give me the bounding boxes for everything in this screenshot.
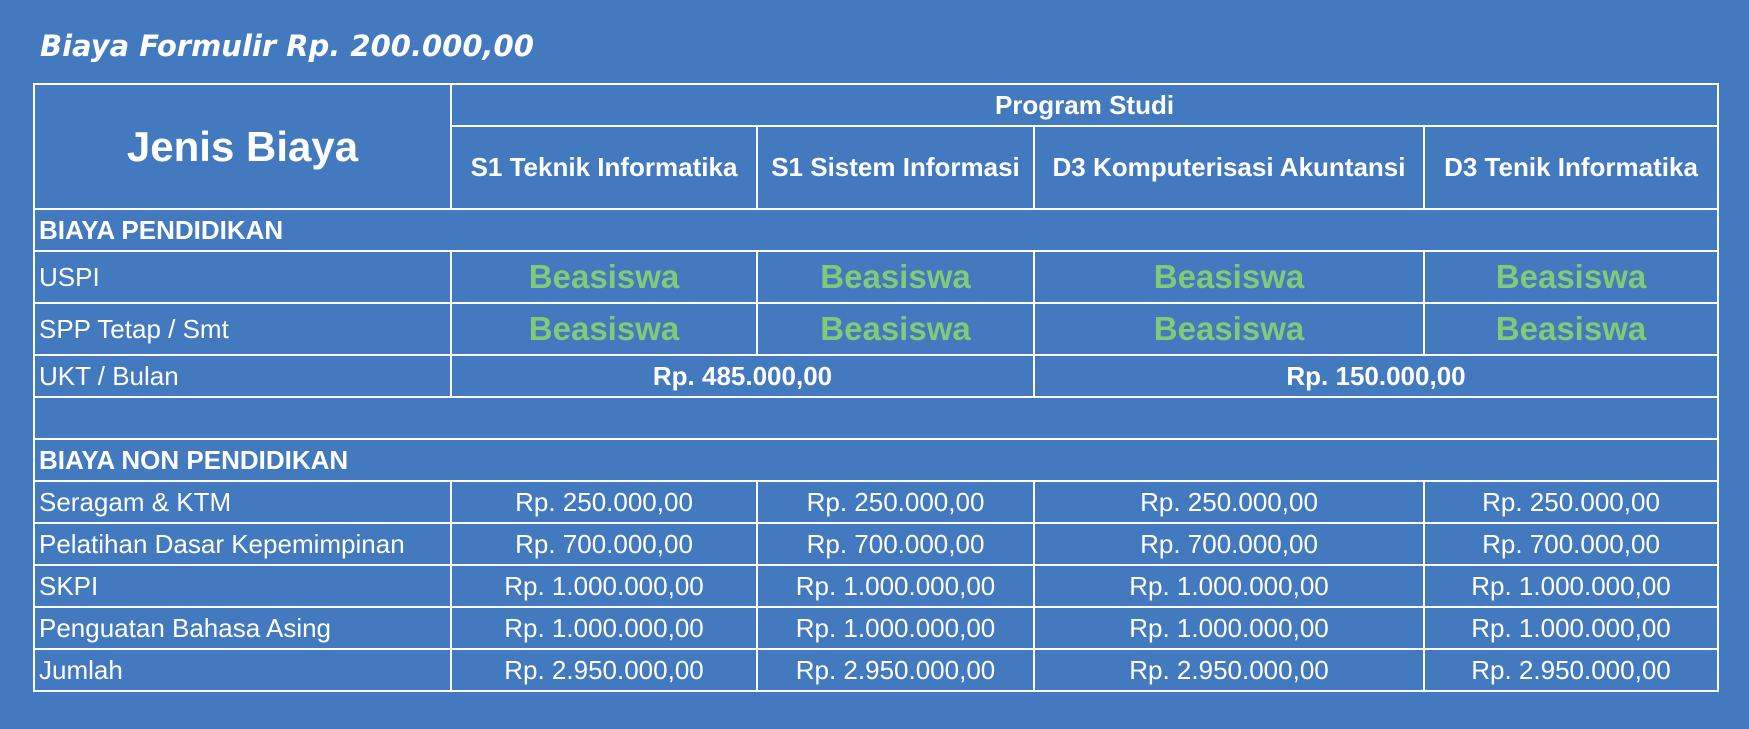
beasiswa-cell: Beasiswa [757, 303, 1034, 355]
section-row [34, 439, 1718, 481]
table-row [34, 355, 1718, 397]
program-header: D3 Tenik Informatika [1424, 126, 1718, 209]
fee-cell: Rp. 1.000.000,00 [1034, 607, 1424, 649]
beasiswa-cell: Beasiswa [1034, 303, 1424, 355]
fee-cell: Rp. 1.000.000,00 [757, 607, 1034, 649]
program-header: S1 Sistem Informasi [757, 126, 1034, 209]
total-cell: Rp. 2.950.000,00 [451, 649, 757, 691]
section-row [34, 209, 1718, 251]
row-label: UKT / Bulan [34, 355, 451, 397]
ukt-d3-cell: Rp. 150.000,00 [1034, 355, 1718, 397]
fee-cell: Rp. 1.000.000,00 [451, 565, 757, 607]
fee-cell: Rp. 700.000,00 [451, 523, 757, 565]
beasiswa-cell: Beasiswa [1424, 251, 1718, 303]
fee-cell: Rp. 1.000.000,00 [1424, 607, 1718, 649]
fee-cell: Rp. 1.000.000,00 [757, 565, 1034, 607]
ukt-s1-cell: Rp. 485.000,00 [451, 355, 1034, 397]
beasiswa-cell: Beasiswa [1034, 251, 1424, 303]
table-row [34, 565, 1718, 607]
beasiswa-cell: Beasiswa [451, 251, 757, 303]
fee-cell: Rp. 1.000.000,00 [1034, 565, 1424, 607]
fee-cell: Rp. 700.000,00 [1034, 523, 1424, 565]
empty-cell [34, 397, 1718, 439]
program-studi-header: Program Studi [451, 84, 1718, 126]
row-label: Jumlah [34, 649, 451, 691]
program-header: S1 Teknik Informatika [451, 126, 757, 209]
fee-cell: Rp. 1.000.000,00 [451, 607, 757, 649]
fee-cell: Rp. 700.000,00 [1424, 523, 1718, 565]
total-cell: Rp. 2.950.000,00 [1034, 649, 1424, 691]
table-row [34, 251, 1718, 303]
fee-cell: Rp. 250.000,00 [1034, 481, 1424, 523]
beasiswa-cell: Beasiswa [757, 251, 1034, 303]
fee-cell: Rp. 700.000,00 [757, 523, 1034, 565]
spacer-row [34, 397, 1718, 439]
row-label: USPI [34, 251, 451, 303]
row-label: SKPI [34, 565, 451, 607]
jenis-biaya-header: Jenis Biaya [34, 84, 451, 209]
total-cell: Rp. 2.950.000,00 [757, 649, 1034, 691]
total-row [34, 649, 1718, 691]
fee-cell: Rp. 1.000.000,00 [1424, 565, 1718, 607]
total-cell: Rp. 2.950.000,00 [1424, 649, 1718, 691]
row-label: SPP Tetap / Smt [34, 303, 451, 355]
fee-cell: Rp. 250.000,00 [757, 481, 1034, 523]
table-row [34, 523, 1718, 565]
table-row [34, 481, 1718, 523]
fee-table [33, 83, 1719, 692]
beasiswa-cell: Beasiswa [451, 303, 757, 355]
row-label: Seragam & KTM [34, 481, 451, 523]
page-title: Biaya Formulir Rp. 200.000,00 [40, 29, 534, 63]
table-row [34, 607, 1718, 649]
section-title-non-pendidikan: BIAYA NON PENDIDIKAN [34, 439, 1718, 481]
row-label: Penguatan Bahasa Asing [34, 607, 451, 649]
row-label: Pelatihan Dasar Kepemimpinan [34, 523, 451, 565]
beasiswa-cell: Beasiswa [1424, 303, 1718, 355]
section-title-pendidikan: BIAYA PENDIDIKAN [34, 209, 1718, 251]
program-header: D3 Komputerisasi Akuntansi [1034, 126, 1424, 209]
fee-cell: Rp. 250.000,00 [1424, 481, 1718, 523]
fee-cell: Rp. 250.000,00 [451, 481, 757, 523]
table-header-row [34, 84, 1718, 126]
table-row [34, 303, 1718, 355]
